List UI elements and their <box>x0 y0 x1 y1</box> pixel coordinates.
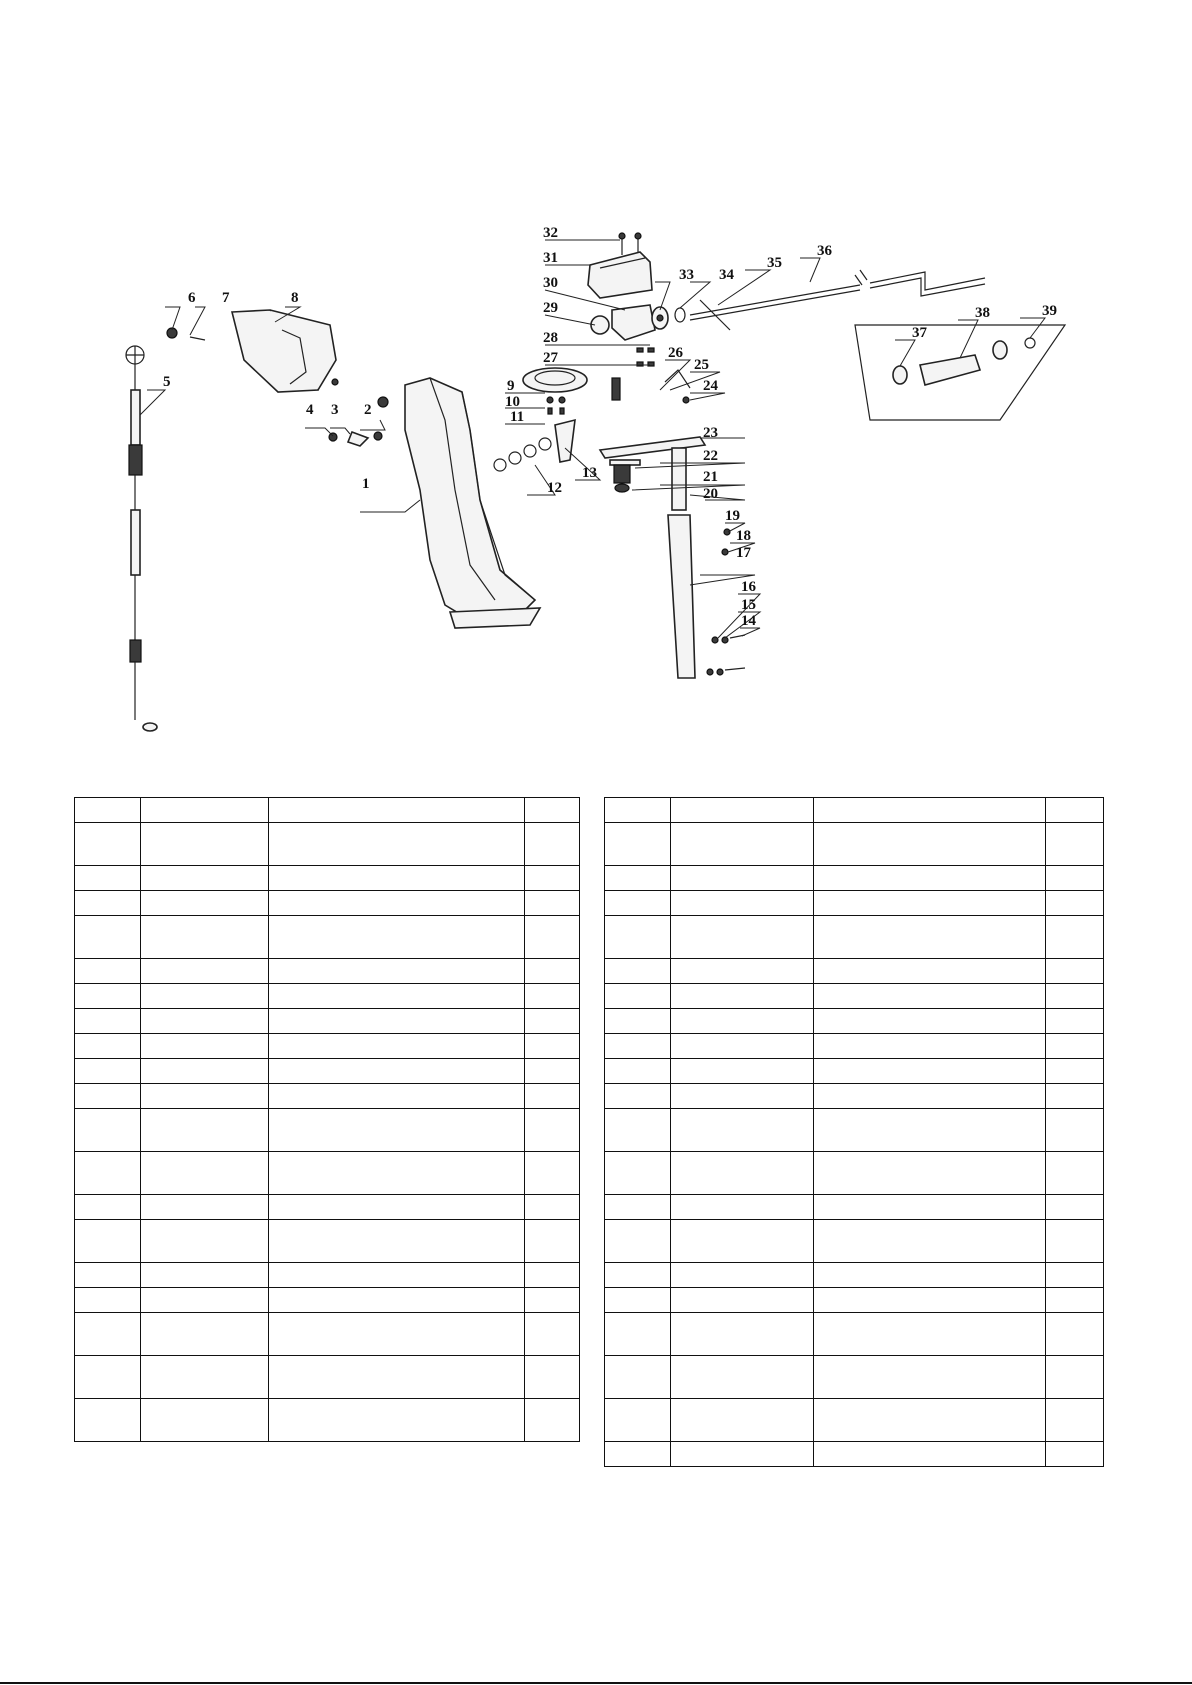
table-cell <box>269 866 525 891</box>
callout-20: 20 <box>703 486 718 502</box>
table-cell <box>75 1288 141 1313</box>
callout-4: 4 <box>306 402 314 418</box>
table-cell <box>269 1195 525 1220</box>
table-row <box>75 1152 580 1195</box>
table-cell <box>814 1059 1046 1084</box>
table-row <box>75 891 580 916</box>
table-cell <box>525 1399 580 1442</box>
table-cell <box>269 984 525 1009</box>
table-row <box>605 1263 1104 1288</box>
callout-19: 19 <box>725 508 740 524</box>
callout-15: 15 <box>741 597 756 613</box>
table-cell <box>525 959 580 984</box>
table-cell <box>814 1399 1046 1442</box>
table-cell <box>814 866 1046 891</box>
control-cable <box>126 346 157 731</box>
table-cell <box>671 984 814 1009</box>
callout-37: 37 <box>912 325 927 341</box>
table-cell <box>671 1084 814 1109</box>
table-cell <box>75 1009 141 1034</box>
table-cell <box>814 1109 1046 1152</box>
table-cell <box>141 798 269 823</box>
table-cell <box>605 891 671 916</box>
table-row <box>75 916 580 959</box>
callout-32: 32 <box>543 225 558 241</box>
table-cell <box>605 1442 671 1467</box>
table-cell <box>671 916 814 959</box>
table-cell <box>269 1152 525 1195</box>
table-cell <box>605 866 671 891</box>
table-cell <box>75 1034 141 1059</box>
table-row <box>75 959 580 984</box>
callout-6: 6 <box>188 290 196 306</box>
table-cell <box>525 1034 580 1059</box>
table-cell <box>1046 1313 1104 1356</box>
table-cell <box>605 1313 671 1356</box>
callout-14: 14 <box>741 613 756 629</box>
table-cell <box>671 959 814 984</box>
callout-22: 22 <box>703 448 718 464</box>
table-cell <box>671 1034 814 1059</box>
table-cell <box>1046 984 1104 1009</box>
table-row <box>75 1220 580 1263</box>
table-cell <box>269 959 525 984</box>
table-cell <box>1046 1220 1104 1263</box>
callout-30: 30 <box>543 275 558 291</box>
table-cell <box>141 1109 269 1152</box>
callout-1: 1 <box>362 476 370 492</box>
callout-5: 5 <box>163 374 171 390</box>
callout-24: 24 <box>703 378 718 394</box>
table-cell <box>1046 798 1104 823</box>
table-cell <box>269 1399 525 1442</box>
handle-inset <box>855 325 1065 420</box>
table-cell <box>525 866 580 891</box>
callout-38: 38 <box>975 305 990 321</box>
table-cell <box>141 866 269 891</box>
table-cell <box>605 1399 671 1442</box>
table-row <box>605 1109 1104 1152</box>
callout-31: 31 <box>543 250 558 266</box>
table-cell <box>1046 1399 1104 1442</box>
table-row <box>605 1084 1104 1109</box>
table-cell <box>75 1399 141 1442</box>
table-row <box>75 1288 580 1313</box>
table-row <box>605 916 1104 959</box>
table-row <box>605 959 1104 984</box>
table-cell <box>525 1288 580 1313</box>
table-cell <box>1046 1009 1104 1034</box>
table-cell <box>141 1195 269 1220</box>
table-cell <box>269 823 525 866</box>
table-cell <box>75 1220 141 1263</box>
table-cell <box>605 984 671 1009</box>
table-row <box>605 1356 1104 1399</box>
table-cell <box>525 1263 580 1288</box>
table-row <box>605 1195 1104 1220</box>
table-row <box>605 823 1104 866</box>
table-cell <box>75 891 141 916</box>
table-cell <box>75 1195 141 1220</box>
table-row <box>605 866 1104 891</box>
table-cell <box>141 1084 269 1109</box>
table-cell <box>605 1109 671 1152</box>
callout-2: 2 <box>364 402 372 418</box>
table-cell <box>525 1195 580 1220</box>
table-cell <box>525 1009 580 1034</box>
table-cell <box>1046 1195 1104 1220</box>
callout-18: 18 <box>736 528 751 544</box>
table-row <box>75 984 580 1009</box>
table-row <box>605 1034 1104 1059</box>
crank-shaft <box>652 270 985 330</box>
table-cell <box>1046 959 1104 984</box>
callout-29: 29 <box>543 300 558 316</box>
table-row <box>605 1313 1104 1356</box>
table-cell <box>605 959 671 984</box>
callout-7: 7 <box>222 290 230 306</box>
table-cell <box>75 1313 141 1356</box>
table-cell <box>1046 866 1104 891</box>
table-cell <box>141 1152 269 1195</box>
callout-3: 3 <box>331 402 339 418</box>
table-cell <box>141 916 269 959</box>
table-cell <box>671 1442 814 1467</box>
table-row <box>605 1009 1104 1034</box>
parts-table-right-body <box>605 798 1104 1467</box>
table-cell <box>1046 916 1104 959</box>
table-cell <box>605 1263 671 1288</box>
ring-gear <box>523 368 587 414</box>
table-cell <box>1046 1109 1104 1152</box>
table-cell <box>525 1084 580 1109</box>
table-cell <box>814 959 1046 984</box>
table-cell <box>269 1288 525 1313</box>
callout-27: 27 <box>543 350 558 366</box>
table-cell <box>269 1356 525 1399</box>
table-cell <box>525 891 580 916</box>
callout-34: 34 <box>719 267 734 283</box>
callout-9: 9 <box>507 378 515 394</box>
table-cell <box>141 823 269 866</box>
table-row <box>75 1195 580 1220</box>
table-cell <box>671 1288 814 1313</box>
leader-lines <box>140 240 1045 638</box>
table-cell <box>814 1195 1046 1220</box>
table-cell <box>141 1034 269 1059</box>
exploded-parts-diagram <box>0 0 1192 760</box>
table-cell <box>75 1059 141 1084</box>
table-cell <box>269 1263 525 1288</box>
table-cell <box>814 1152 1046 1195</box>
table-cell <box>525 984 580 1009</box>
table-row <box>605 798 1104 823</box>
table-cell <box>671 1356 814 1399</box>
callout-36: 36 <box>817 243 832 259</box>
table-cell <box>814 798 1046 823</box>
table-cell <box>525 1356 580 1399</box>
table-cell <box>269 1084 525 1109</box>
table-cell <box>671 1059 814 1084</box>
table-row <box>75 798 580 823</box>
table-cell <box>1046 1084 1104 1109</box>
table-cell <box>1046 1288 1104 1313</box>
table-cell <box>1046 1442 1104 1467</box>
table-cell <box>75 1263 141 1288</box>
table-cell <box>75 823 141 866</box>
table-cell <box>671 1109 814 1152</box>
table-cell <box>141 1399 269 1442</box>
table-cell <box>1046 823 1104 866</box>
table-cell <box>814 1263 1046 1288</box>
table-cell <box>1046 1356 1104 1399</box>
table-cell <box>671 1399 814 1442</box>
table-cell <box>75 866 141 891</box>
table-cell <box>605 1220 671 1263</box>
table-cell <box>1046 1152 1104 1195</box>
table-cell <box>525 1220 580 1263</box>
table-cell <box>671 1009 814 1034</box>
table-cell <box>525 1152 580 1195</box>
callout-8: 8 <box>291 290 299 306</box>
table-row <box>605 1152 1104 1195</box>
table-cell <box>605 823 671 866</box>
table-cell <box>141 984 269 1009</box>
table-row <box>605 1059 1104 1084</box>
table-cell <box>525 1109 580 1152</box>
callout-10: 10 <box>505 394 520 410</box>
table-cell <box>814 891 1046 916</box>
table-cell <box>525 823 580 866</box>
table-cell <box>605 1034 671 1059</box>
table-cell <box>814 823 1046 866</box>
table-row <box>605 1442 1104 1467</box>
table-cell <box>141 1220 269 1263</box>
table-cell <box>269 1034 525 1059</box>
table-row <box>75 1356 580 1399</box>
table-row <box>75 1059 580 1084</box>
table-cell <box>814 1442 1046 1467</box>
table-cell <box>671 1152 814 1195</box>
table-cell <box>814 1009 1046 1034</box>
table-row <box>75 1263 580 1288</box>
table-cell <box>75 984 141 1009</box>
table-cell <box>525 1059 580 1084</box>
table-cell <box>671 1220 814 1263</box>
table-cell <box>605 1288 671 1313</box>
table-cell <box>814 1084 1046 1109</box>
chute-deflector <box>232 310 336 392</box>
table-cell <box>141 1059 269 1084</box>
table-cell <box>269 1009 525 1034</box>
footer-rule <box>0 1682 1192 1684</box>
table-cell <box>75 916 141 959</box>
table-row <box>75 866 580 891</box>
table-cell <box>814 1220 1046 1263</box>
table-cell <box>671 798 814 823</box>
table-row <box>75 1034 580 1059</box>
table-cell <box>814 916 1046 959</box>
table-cell <box>75 1356 141 1399</box>
table-cell <box>814 1288 1046 1313</box>
table-cell <box>141 891 269 916</box>
table-cell <box>1046 1059 1104 1084</box>
callout-28: 28 <box>543 330 558 346</box>
table-row <box>75 1109 580 1152</box>
table-cell <box>269 1313 525 1356</box>
table-cell <box>814 1034 1046 1059</box>
table-row <box>605 1220 1104 1263</box>
table-row <box>605 984 1104 1009</box>
table-cell <box>141 1288 269 1313</box>
table-cell <box>75 1084 141 1109</box>
callout-11: 11 <box>510 409 525 425</box>
table-row <box>75 1399 580 1442</box>
table-row <box>75 1084 580 1109</box>
table-cell <box>269 798 525 823</box>
table-cell <box>75 1152 141 1195</box>
table-cell <box>1046 1263 1104 1288</box>
parts-table-left-body <box>75 798 580 1442</box>
table-cell <box>141 1356 269 1399</box>
table-row <box>75 1009 580 1034</box>
table-row <box>605 1399 1104 1442</box>
callout-12: 12 <box>547 480 562 496</box>
table-row <box>75 1313 580 1356</box>
callout-13: 13 <box>582 465 597 481</box>
table-cell <box>75 1109 141 1152</box>
table-cell <box>269 1220 525 1263</box>
handle-tube <box>668 515 745 678</box>
table-cell <box>605 1009 671 1034</box>
table-cell <box>605 1152 671 1195</box>
table-cell <box>141 959 269 984</box>
table-cell <box>671 891 814 916</box>
table-cell <box>269 1059 525 1084</box>
table-cell <box>605 1356 671 1399</box>
table-cell <box>605 1059 671 1084</box>
table-cell <box>605 798 671 823</box>
table-row <box>605 891 1104 916</box>
table-cell <box>141 1313 269 1356</box>
table-cell <box>141 1009 269 1034</box>
table-cell <box>671 1195 814 1220</box>
callout-26: 26 <box>668 345 683 361</box>
table-cell <box>671 1263 814 1288</box>
callout-39: 39 <box>1042 303 1057 319</box>
table-row <box>75 823 580 866</box>
table-cell <box>1046 891 1104 916</box>
callout-16: 16 <box>741 579 756 595</box>
table-cell <box>75 798 141 823</box>
table-cell <box>525 916 580 959</box>
callout-35: 35 <box>767 255 782 271</box>
table-cell <box>605 1084 671 1109</box>
parts-table-left <box>74 797 580 1442</box>
table-cell <box>269 891 525 916</box>
table-row <box>605 1288 1104 1313</box>
table-cell <box>269 1109 525 1152</box>
table-cell <box>525 1313 580 1356</box>
table-cell <box>671 1313 814 1356</box>
table-cell <box>814 984 1046 1009</box>
table-cell <box>269 916 525 959</box>
table-cell <box>814 1356 1046 1399</box>
callout-17: 17 <box>736 545 751 561</box>
table-cell <box>671 866 814 891</box>
callout-23: 23 <box>703 425 718 441</box>
table-cell <box>605 916 671 959</box>
table-cell <box>75 959 141 984</box>
parts-table-right <box>604 797 1104 1467</box>
callout-33: 33 <box>679 267 694 283</box>
table-cell <box>605 1195 671 1220</box>
table-cell <box>141 1263 269 1288</box>
table-cell <box>1046 1034 1104 1059</box>
table-cell <box>814 1313 1046 1356</box>
table-cell <box>671 823 814 866</box>
callout-21: 21 <box>703 469 718 485</box>
gear-housing <box>588 233 655 366</box>
table-cell <box>525 798 580 823</box>
callout-25: 25 <box>694 357 709 373</box>
